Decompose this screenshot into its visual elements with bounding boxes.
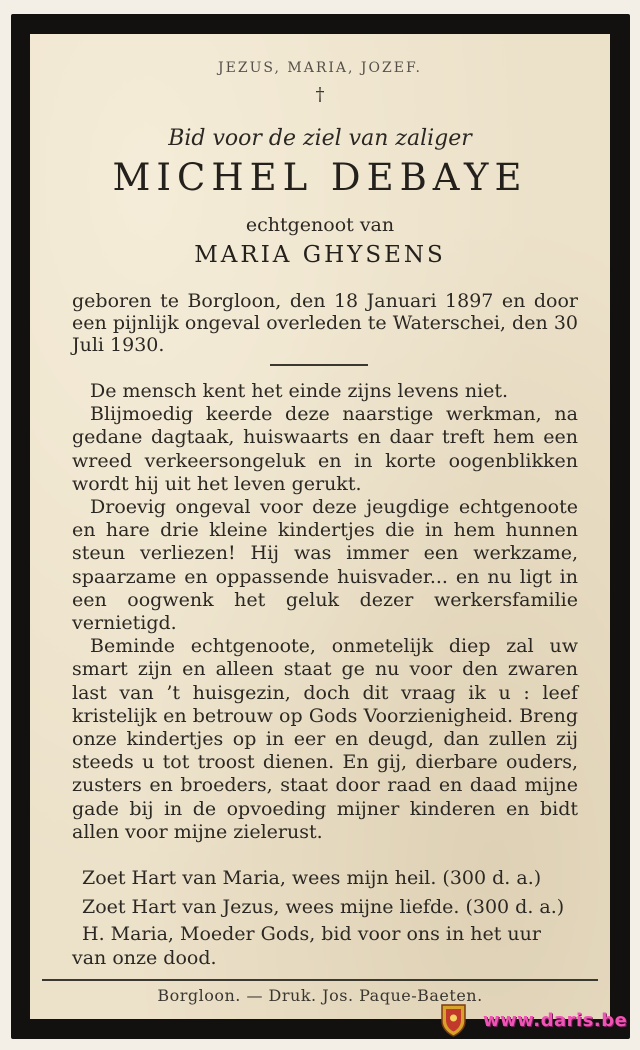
cross-icon: † xyxy=(315,84,325,105)
relation-label: echtgenoot van xyxy=(245,214,395,236)
eulogy-text xyxy=(72,380,578,844)
divider-line xyxy=(270,364,368,366)
prayer-line: H. Maria, Moeder Gods, bid voor ons in het uur van onze dood. xyxy=(72,923,541,969)
prayer-line: Zoet Hart van Maria, wees mijn heil. (300 d. a.) xyxy=(82,867,542,889)
deceased-name: MICHEL DEBAYE xyxy=(112,156,528,199)
holy-family-header: JEZUS, MARIA, JOZEF. xyxy=(218,60,422,76)
spouse-name: MARIA GHYSENS xyxy=(194,242,446,268)
bottom-rule xyxy=(42,979,598,981)
printer-credit: Borgloon. — Druk. Jos. Paque-Baeten. xyxy=(157,986,483,1005)
prayer-line: Zoet Hart van Jezus, wees mijne liefde. (300 d. a.) xyxy=(82,896,565,918)
eulogy-paragraph: Beminde echtgenoote, onmetelijk diep zal uw smart zijn en alleen staat ge nu voor den zwaren last van ’t huisgezin, doch dit vraag ik u : leef kristelijk en betrouw op Gods Voorzienigheid. Breng onze kindertjes op in eer en deugd, dan zullen zij steeds u tot troost dienen. En gij, dierbare ouders, zusters en broeders, staat door raad en daad mijne gade bij in de opvoeding mijner kinderen en bidt allen voor mijne zielerust. xyxy=(72,635,578,843)
eulogy-paragraph: De mensch kent het einde zijns levens niet. xyxy=(90,380,509,402)
invocation: Bid voor de ziel van zaliger xyxy=(168,126,472,151)
eulogy-paragraph: Droevig ongeval voor deze jeugdige echtgenoote en hare drie kleine kindertjes die in hem hunnen steun verliezen! Hij was immer een werkzame, spaarzame en oppassende huisvader... en nu ligt in een oogwenk het geluk dezer werkersfamilie vernietigd. xyxy=(72,496,578,635)
eulogy-paragraph: Blijmoedig keerde deze naarstige werkman, na gedane dagtaak, huiswaarts en daar treft hem een wreed verkeersongeluk en in korte oogenblikken wordt hij uit het leven gerukt. xyxy=(72,403,578,495)
card-paper xyxy=(30,34,610,1019)
watermark-url: www.daris.be xyxy=(483,1010,628,1031)
memorial-card xyxy=(11,14,630,1039)
heraldic-shield-icon xyxy=(440,1003,467,1037)
birth-death-text: geboren te Borgloon, den 18 Januari 1897 en door een pijnlijk ongeval overleden te Waterschei, den 30 Juli 1930. xyxy=(72,290,578,356)
prayer-list xyxy=(72,864,578,970)
